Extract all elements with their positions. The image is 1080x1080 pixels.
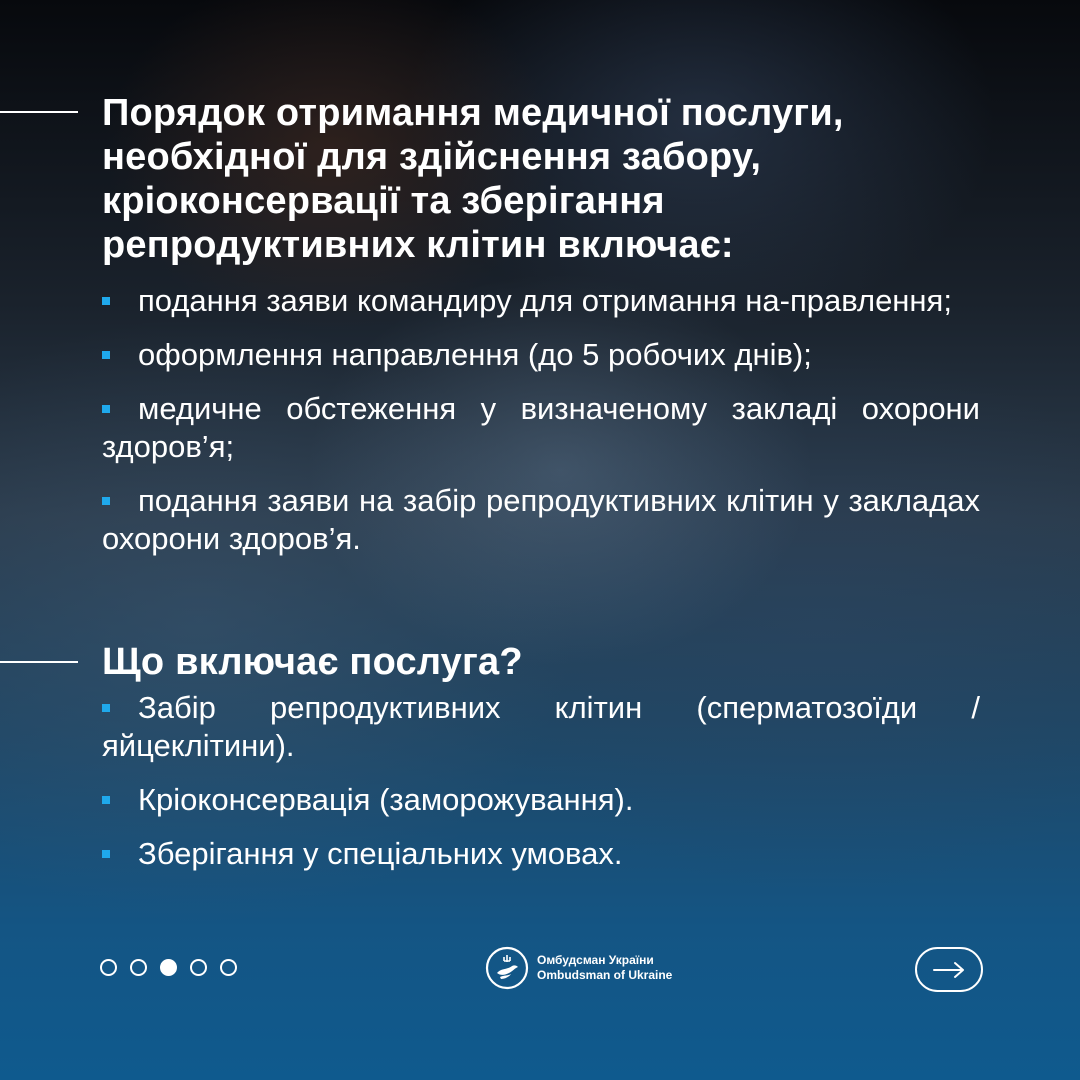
list-item [102, 781, 980, 819]
logo-line-english: Ombudsman of Ukraine [537, 968, 673, 982]
bullet-icon [102, 796, 110, 804]
pager-dot[interactable] [190, 959, 207, 976]
service-list [102, 689, 980, 889]
pager-dot[interactable] [100, 959, 117, 976]
pager-dot[interactable] [130, 959, 147, 976]
logo-line-ukrainian: Омбудсман України [537, 953, 654, 967]
procedure-list [102, 282, 980, 574]
heading-rule-2 [0, 661, 78, 663]
list-item-text: Зберігання у спеціальних умовах. [138, 836, 623, 871]
arrow-right-icon [932, 961, 966, 979]
bullet-icon [102, 297, 110, 305]
section-1-heading: Порядок отримання медичної послуги, необхідної для здійснення забору, кріоконсервації та зберігання репродуктивних клітин включає: [102, 92, 844, 266]
slide-pager [100, 959, 237, 976]
heading-rule-1 [0, 111, 78, 113]
list-item [102, 282, 980, 320]
list-item-text: Кріоконсервація (заморожування). [138, 782, 634, 817]
ombudsman-emblem-icon [485, 946, 529, 990]
list-item [102, 390, 980, 466]
list-item-text: оформлення направлення (до 5 робочих днів); [138, 337, 812, 372]
list-item-text: медичне обстеження у визначеному закладі охорони здоров’я; [102, 391, 980, 464]
next-slide-button[interactable] [915, 947, 983, 992]
ombudsman-logo [485, 946, 672, 990]
list-item-text: подання заяви на забір репродуктивних клітин у закладах охорони здоров’я. [102, 483, 980, 556]
list-item [102, 689, 980, 765]
pager-dot[interactable] [220, 959, 237, 976]
logo-text [537, 953, 672, 983]
bullet-icon [102, 351, 110, 359]
bullet-icon [102, 850, 110, 858]
bullet-icon [102, 497, 110, 505]
list-item [102, 336, 980, 374]
section-2-heading: Що включає послуга? [102, 641, 523, 683]
list-item-text: Забір репродуктивних клітин (сперматозоїди / яйцеклітини). [102, 690, 980, 763]
list-item-text: подання заяви командиру для отримання на-правлення; [138, 283, 952, 318]
pager-dot-active[interactable] [160, 959, 177, 976]
list-item [102, 835, 980, 873]
list-item [102, 482, 980, 558]
bullet-icon [102, 704, 110, 712]
bullet-icon [102, 405, 110, 413]
